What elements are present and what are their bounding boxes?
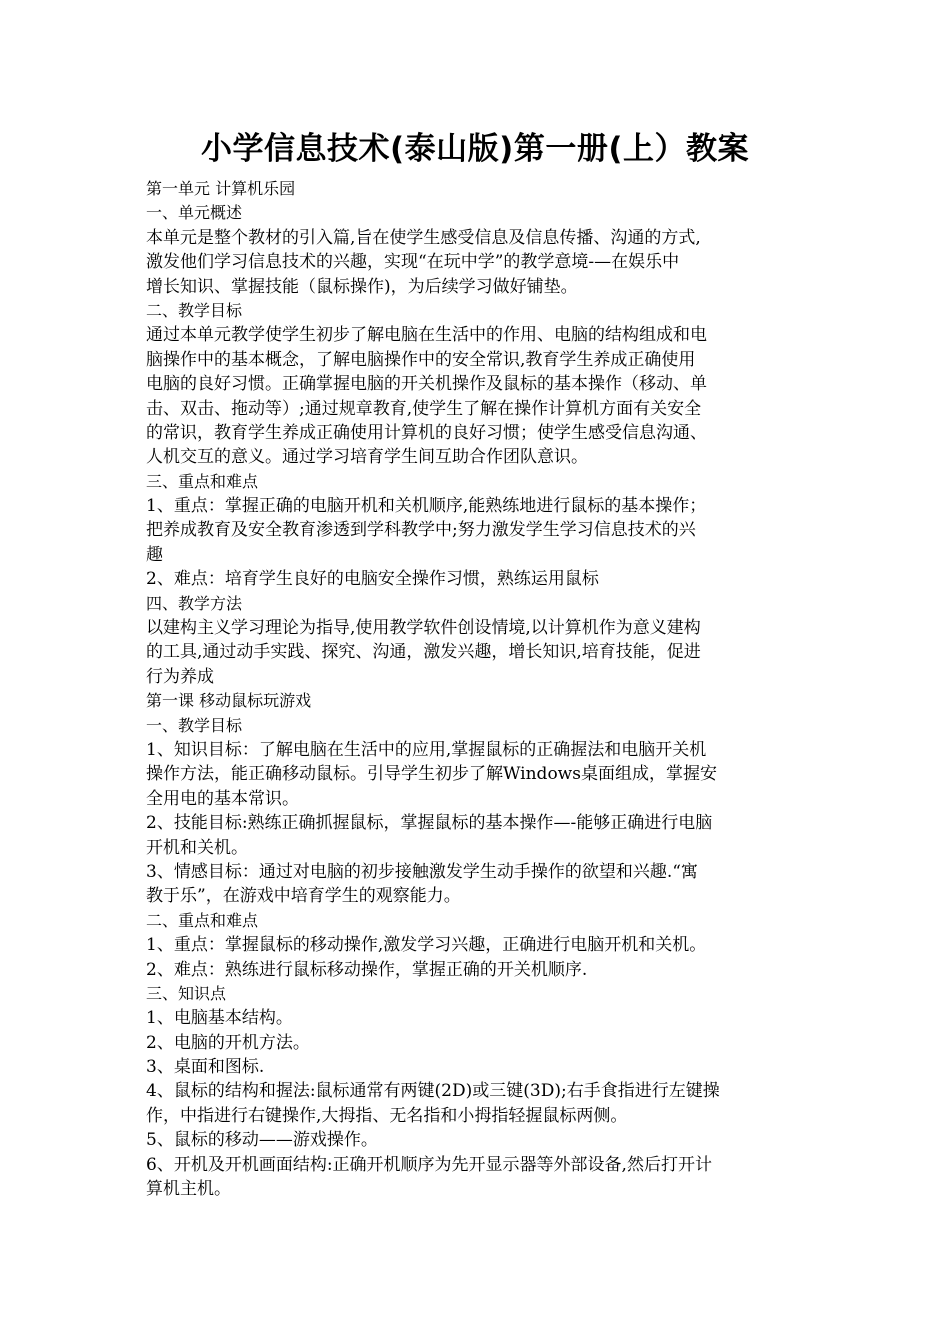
section-heading: 四、教学方法 [146, 593, 243, 613]
list-item: 算机主机。 [146, 1179, 231, 1200]
paragraph-line: 的常识，教育学生养成正确使用计算机的良好习惯；使学生感受信息沟通、 [146, 422, 707, 443]
section-heading: 一、单元概述 [146, 203, 243, 223]
paragraph-line: 人机交互的意义。通过学习培育学生间互助合作团队意识。 [146, 447, 588, 468]
paragraph-line: 行为养成 [146, 666, 214, 687]
section-heading: 二、重点和难点 [146, 910, 259, 930]
paragraph-line: 的工具,通过动手实践、探究、沟通，激发兴趣，增长知识,培育技能，促进 [146, 642, 701, 663]
section-heading: 三、重点和难点 [146, 471, 259, 491]
paragraph-line: 增长知识、掌握技能（鼠标操作)，为后续学习做好铺垫。 [146, 276, 578, 297]
paragraph-line: 激发他们学习信息技术的兴趣，实现“在玩中学”的教学意境-—在娱乐中 [146, 252, 680, 273]
paragraph-line: 趣 [146, 544, 163, 565]
paragraph-line: 脑操作中的基本概念，了解电脑操作中的安全常识,教育学生养成正确使用 [146, 349, 696, 370]
paragraph-line: 3、情感目标：通过对电脑的初步接触激发学生动手操作的欲望和兴趣.“寓 [146, 861, 698, 882]
paragraph-line: 本单元是整个教材的引入篇,旨在使学生感受信息及信息传播、沟通的方式, [146, 227, 701, 248]
paragraph-line: 击、双击、拖动等）;通过规章教育,使学生了解在操作计算机方面有关安全 [146, 398, 702, 419]
list-item: 6、开机及开机画面结构:正确开机顺序为先开显示器等外部设备,然后打开计 [146, 1154, 712, 1175]
paragraph-line: 1、重点：掌握鼠标的移动操作,激发学习兴趣，正确进行电脑开机和关机。 [146, 935, 707, 956]
paragraph-line: 2、难点：培育学生良好的电脑安全操作习惯，熟练运用鼠标 [146, 569, 599, 590]
paragraph-line: 1、重点：掌握正确的电脑开机和关机顺序,能熟练地进行鼠标的基本操作； [146, 496, 707, 517]
section-heading: 一、教学目标 [146, 715, 243, 735]
list-item: 2、电脑的开机方法。 [146, 1032, 310, 1053]
unit-heading: 第一单元 计算机乐园 [146, 179, 296, 198]
list-item: 3、桌面和图标. [146, 1057, 265, 1078]
lesson-heading: 第一课 移动鼠标玩游戏 [146, 691, 312, 711]
document-title: 小学信息技术(泰山版)第一册(上）教案 [200, 131, 749, 167]
list-item: 5、鼠标的移动——游戏操作。 [146, 1130, 378, 1151]
paragraph-line: 开机和关机。 [146, 837, 248, 858]
paragraph-line: 通过本单元教学使学生初步了解电脑在生活中的作用、电脑的结构组成和电 [146, 325, 707, 346]
paragraph-line: 2、技能目标:熟练正确抓握鼠标，掌握鼠标的基本操作—-能够正确进行电脑 [146, 813, 713, 834]
list-item: 4、鼠标的结构和握法:鼠标通常有两键(2D)或三键(3D);右手食指进行左键操 [146, 1081, 720, 1102]
paragraph-line: 教于乐”，在游戏中培育学生的观察能力。 [146, 886, 461, 907]
paragraph-line: 操作方法，能正确移动鼠标。引导学生初步了解Windows桌面组成，掌握安 [146, 764, 717, 785]
section-heading: 三、知识点 [146, 983, 227, 1003]
paragraph-line: 电脑的良好习惯。正确掌握电脑的开关机操作及鼠标的基本操作（移动、单 [146, 374, 707, 395]
paragraph-line: 全用电的基本常识。 [146, 788, 299, 809]
document-body [146, 177, 808, 1201]
paragraph-line: 以建构主义学习理论为指导,使用教学软件创设情境,以计算机作为意义建构 [146, 618, 701, 639]
list-item: 作，中指进行右键操作,大拇指、无名指和小拇指轻握鼠标两侧。 [146, 1105, 628, 1126]
section-heading: 二、教学目标 [146, 300, 243, 320]
paragraph-line: 把养成教育及安全教育渗透到学科教学中;努力激发学生学习信息技术的兴 [146, 520, 696, 541]
paragraph-line: 1、知识目标：了解电脑在生活中的应用,掌握鼠标的正确握法和电脑开关机 [146, 739, 707, 760]
list-item: 1、电脑基本结构。 [146, 1008, 293, 1029]
paragraph-line: 2、难点：熟练进行鼠标移动操作，掌握正确的开关机顺序. [146, 959, 588, 980]
